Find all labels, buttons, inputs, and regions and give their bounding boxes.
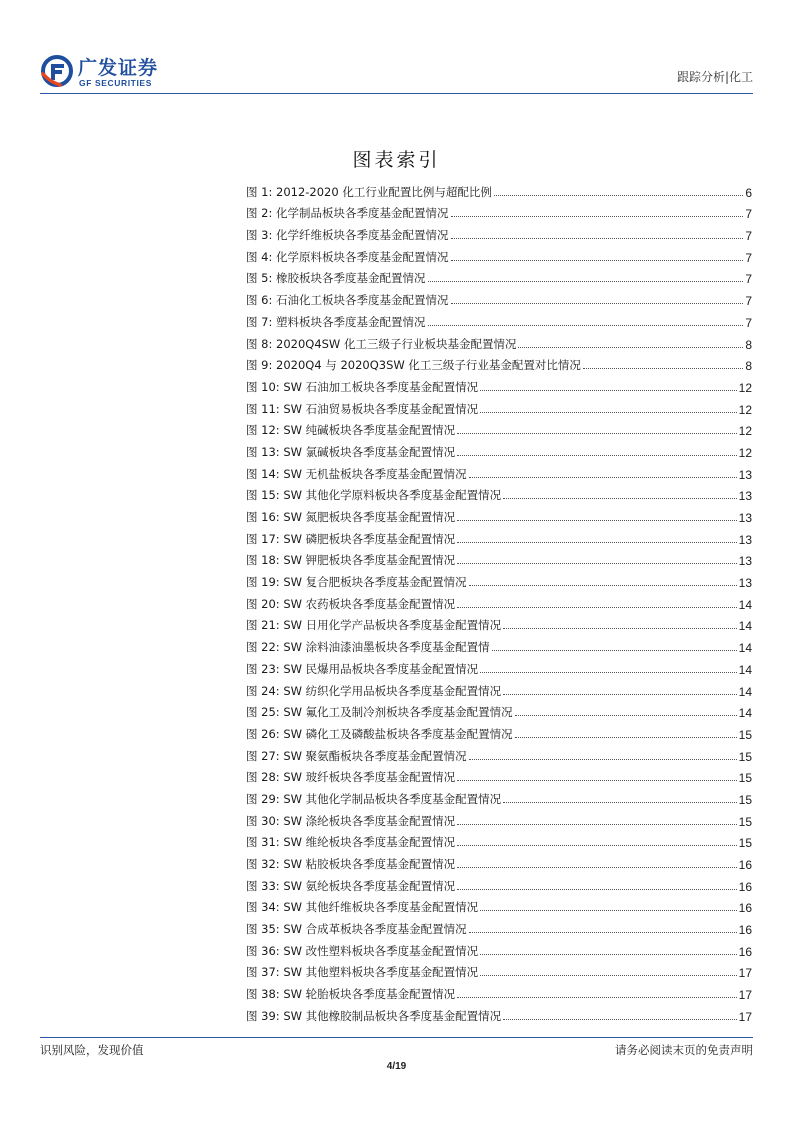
toc-entry[interactable] — [246, 872, 752, 894]
toc-entry-page: 13 — [738, 554, 752, 569]
footer-disclaimer: 请务必阅读末页的免责声明 — [615, 1043, 753, 1057]
toc-entry-page: 8 — [745, 337, 752, 352]
logo-english-text: GF SECURITIES — [79, 78, 152, 88]
toc-dot-leader — [515, 737, 737, 738]
toc-entry-page: 13 — [738, 511, 752, 525]
toc-entry-label: 图 29: SW 其他化学制品板块各季度基金配置情况 — [246, 791, 502, 806]
toc-entry-label: 图 32: SW 粘胶板块各季度基金配置情况 — [246, 857, 456, 871]
toc-dot-leader — [469, 585, 737, 586]
toc-dot-leader — [457, 542, 736, 543]
toc-entry[interactable] — [246, 1002, 752, 1024]
toc-entry-label: 图 11: SW 石油贸易板块各季度基金配置情况 — [246, 401, 479, 416]
toc-entry-page: 16 — [738, 858, 752, 872]
toc-entry[interactable] — [246, 633, 752, 655]
page-header — [40, 52, 753, 92]
toc-entry-page: 13 — [738, 532, 752, 547]
toc-entry-label: 图 27: SW 聚氨酯板块各季度基金配置情况 — [246, 748, 467, 763]
toc-entry[interactable] — [246, 829, 752, 851]
toc-entry[interactable] — [246, 590, 752, 612]
toc-entry-page: 12 — [738, 445, 752, 460]
toc-entry-page: 8 — [745, 359, 752, 374]
toc-dot-leader — [451, 216, 744, 217]
toc-entry-page: 17 — [738, 966, 752, 981]
toc-entry-label: 图 10: SW 石油加工板块各季度基金配置情况 — [246, 379, 479, 394]
toc-dot-leader — [480, 412, 736, 413]
footer-slogan: 识别风险，发现价值 — [40, 1043, 144, 1057]
toc-dot-leader — [515, 715, 737, 716]
toc-dot-leader — [503, 1019, 736, 1020]
toc-dot-leader — [457, 780, 736, 781]
toc-entry-label: 图 21: SW 日用化学产品板块各季度基金配置情况 — [246, 618, 502, 633]
toc-entry-label: 图 2: 化学制品板块各季度基金配置情况 — [246, 206, 449, 221]
gf-securities-logo — [40, 52, 200, 92]
toc-entry-label: 图 38: SW 轮胎板块各季度基金配置情况 — [246, 987, 456, 1002]
toc-entry-label: 图 8: 2020Q4SW 化工三级子行业板块基金配置情况 — [246, 336, 517, 351]
toc-entry-page: 16 — [738, 944, 752, 959]
toc-dot-leader — [480, 390, 736, 391]
toc-entry[interactable] — [246, 547, 752, 569]
toc-entry-page: 13 — [738, 489, 752, 504]
toc-dot-leader — [583, 368, 743, 369]
toc-dot-leader — [480, 954, 736, 955]
toc-entry-label: 图 31: SW 维纶板块各季度基金配置情况 — [246, 835, 456, 850]
toc-entry-page: 17 — [738, 1009, 752, 1024]
toc-dot-leader — [457, 889, 736, 890]
toc-dot-leader — [480, 672, 736, 673]
toc-entry-page: 7 — [745, 229, 752, 244]
toc-entry-label: 图 1: 2012-2020 化工行业配置比例与超配比例 — [246, 184, 492, 199]
toc-entry-page: 12 — [738, 402, 752, 417]
toc-entry-page: 16 — [738, 923, 752, 938]
logo-chinese-text: 广发证券 — [78, 57, 159, 79]
toc-entry[interactable] — [246, 980, 752, 1002]
toc-entry-label: 图 17: SW 磷肥板块各季度基金配置情况 — [246, 531, 456, 546]
toc-entry-label: 图 4: 化学原料板块各季度基金配置情况 — [246, 249, 449, 264]
toc-entry-page: 14 — [738, 706, 752, 721]
toc-entry-label: 图 35: SW 合成革板块各季度基金配置情况 — [246, 922, 467, 937]
toc-entry-label: 图 28: SW 玻纤板块各季度基金配置情况 — [246, 770, 456, 785]
toc-entry[interactable] — [246, 959, 752, 981]
toc-entry[interactable] — [246, 438, 752, 460]
toc-entry-page: 16 — [738, 879, 752, 894]
toc-entry[interactable] — [246, 807, 752, 829]
toc-entry-page: 12 — [738, 380, 752, 395]
toc-entry-page: 12 — [738, 424, 752, 439]
toc-dot-leader — [503, 694, 736, 695]
toc-entry-label: 图 9: 2020Q4 与 2020Q3SW 化工三级子行业基金配置对比情况 — [246, 358, 581, 373]
toc-entry-label: 图 22: SW 涂料油漆油墨板块各季度基金配置情 — [246, 640, 490, 655]
toc-entry-label: 图 12: SW 纯碱板块各季度基金配置情况 — [246, 423, 456, 438]
toc-entry-page: 13 — [738, 576, 752, 591]
toc-entry-page: 17 — [738, 988, 752, 1003]
toc-entry-page: 15 — [738, 727, 752, 742]
toc-dot-leader — [457, 520, 736, 521]
toc-entry[interactable] — [246, 352, 752, 374]
toc-entry[interactable] — [246, 894, 752, 916]
toc-entry-page: 7 — [745, 315, 752, 330]
toc-entry-label: 图 5: 橡胶板块各季度基金配置情况 — [246, 271, 426, 286]
toc-entry-label: 图 16: SW 氮肥板块各季度基金配置情况 — [246, 510, 456, 524]
toc-entry[interactable] — [246, 612, 752, 634]
toc-dot-leader — [494, 195, 743, 196]
toc-entry-page: 14 — [738, 619, 752, 634]
toc-entry-page: 14 — [738, 597, 752, 612]
toc-dot-leader — [480, 910, 736, 911]
toc-entry-label: 图 25: SW 氟化工及制冷剂板块各季度基金配置情况 — [246, 705, 513, 720]
toc-dot-leader — [457, 455, 736, 456]
toc-dot-leader — [451, 260, 744, 261]
report-category: 跟踪分析|化工 — [676, 70, 753, 84]
toc-dot-leader — [469, 759, 737, 760]
toc-dot-leader — [457, 824, 736, 825]
toc-entry-label: 图 19: SW 复合肥板块各季度基金配置情况 — [246, 575, 467, 590]
toc-entry[interactable] — [246, 720, 752, 742]
toc-entry-label: 图 20: SW 农药板块各季度基金配置情况 — [246, 596, 456, 611]
toc-entry[interactable] — [246, 850, 752, 872]
toc-entry-label: 图 15: SW 其他化学原料板块各季度基金配置情况 — [246, 488, 502, 503]
toc-entry-label: 图 13: SW 氯碱板块各季度基金配置情况 — [246, 444, 456, 459]
toc-dot-leader — [457, 433, 736, 434]
toc-entry[interactable] — [246, 482, 752, 504]
toc-entry-page: 15 — [738, 814, 752, 829]
toc-entry-label: 图 23: SW 民爆用品板块各季度基金配置情况 — [246, 661, 479, 676]
page-number: 4/19 — [386, 1061, 407, 1072]
toc-dot-leader — [451, 303, 744, 304]
toc-dot-leader — [480, 975, 736, 976]
toc-entry-label: 图 36: SW 改性塑料板块各季度基金配置情况 — [246, 943, 479, 958]
toc-entry-page: 7 — [745, 272, 752, 287]
toc-entry[interactable] — [246, 915, 752, 937]
toc-entry-page: 15 — [738, 792, 752, 807]
toc-dot-leader — [492, 650, 737, 651]
toc-entry[interactable] — [246, 785, 752, 807]
toc-entry-label: 图 30: SW 涤纶板块各季度基金配置情况 — [246, 813, 456, 828]
toc-dot-leader — [503, 802, 736, 803]
toc-entry[interactable] — [246, 330, 752, 352]
toc-dot-leader — [457, 563, 736, 564]
toc-dot-leader — [469, 932, 737, 933]
toc-entry-label: 图 3: 化学纤维板块各季度基金配置情况 — [246, 228, 449, 243]
footer-divider — [40, 1037, 753, 1038]
toc-entry[interactable] — [246, 417, 752, 439]
toc-dot-leader — [457, 845, 736, 846]
toc-entry-page: 13 — [738, 467, 752, 482]
toc-entry-label: 图 7: 塑料板块各季度基金配置情况 — [246, 314, 426, 329]
toc-dot-leader — [518, 347, 743, 348]
toc-dot-leader — [428, 281, 744, 282]
toc-entry[interactable] — [246, 286, 752, 308]
header-divider — [40, 93, 753, 94]
toc-entry[interactable] — [246, 699, 752, 721]
toc-entry[interactable] — [246, 460, 752, 482]
toc-entry-label: 图 39: SW 其他橡胶制品板块各季度基金配置情况 — [246, 1008, 502, 1023]
toc-dot-leader — [469, 477, 737, 478]
toc-entry[interactable] — [246, 764, 752, 786]
toc-entry[interactable] — [246, 243, 752, 265]
toc-entry-page: 14 — [738, 641, 752, 656]
toc-entry[interactable] — [246, 395, 752, 417]
toc-dot-leader — [428, 325, 744, 326]
gf-logo-icon — [40, 54, 74, 88]
toc-dot-leader — [457, 997, 736, 998]
toc-entry-page: 7 — [745, 250, 752, 265]
toc-entry-page: 7 — [745, 207, 752, 222]
toc-entry-label: 图 24: SW 纺织化学用品板块各季度基金配置情况 — [246, 683, 502, 698]
toc-entry[interactable] — [246, 200, 752, 222]
toc-entry[interactable] — [246, 221, 752, 243]
toc-entry[interactable] — [246, 308, 752, 330]
toc-entry-page: 7 — [745, 294, 752, 309]
toc-entry[interactable] — [246, 525, 752, 547]
toc-entry[interactable] — [246, 503, 752, 525]
figure-index-list — [246, 178, 752, 1024]
toc-entry-label: 图 14: SW 无机盐板块各季度基金配置情况 — [246, 466, 467, 481]
toc-entry-page: 15 — [738, 836, 752, 851]
toc-entry[interactable] — [246, 568, 752, 590]
toc-dot-leader — [503, 498, 736, 499]
toc-entry-page: 6 — [745, 185, 752, 200]
toc-dot-leader — [503, 628, 736, 629]
toc-entry[interactable] — [246, 265, 752, 287]
toc-entry-page: 15 — [738, 749, 752, 764]
toc-entry[interactable] — [246, 677, 752, 699]
toc-entry-label: 图 33: SW 氨纶板块各季度基金配置情况 — [246, 878, 456, 893]
toc-dot-leader — [451, 238, 744, 239]
toc-entry-label: 图 6: 石油化工板块各季度基金配置情况 — [246, 293, 449, 308]
toc-entry[interactable] — [246, 742, 752, 764]
toc-dot-leader — [457, 867, 736, 868]
toc-entry-label: 图 34: SW 其他纤维板块各季度基金配置情况 — [246, 900, 479, 915]
toc-entry[interactable] — [246, 178, 752, 200]
toc-entry[interactable] — [246, 937, 752, 959]
toc-entry[interactable] — [246, 373, 752, 395]
toc-entry-page: 14 — [738, 662, 752, 677]
toc-entry-label: 图 37: SW 其他塑料板块各季度基金配置情况 — [246, 965, 479, 980]
toc-entry-label: 图 26: SW 磷化工及磷酸盐板块各季度基金配置情况 — [246, 726, 513, 741]
toc-entry-label: 图 18: SW 钾肥板块各季度基金配置情况 — [246, 553, 456, 568]
toc-entry-page: 14 — [738, 684, 752, 699]
toc-dot-leader — [457, 607, 736, 608]
toc-entry[interactable] — [246, 655, 752, 677]
toc-entry-page: 15 — [738, 771, 752, 786]
page-title: 图表索引 — [352, 149, 441, 171]
toc-entry-page: 16 — [738, 901, 752, 916]
